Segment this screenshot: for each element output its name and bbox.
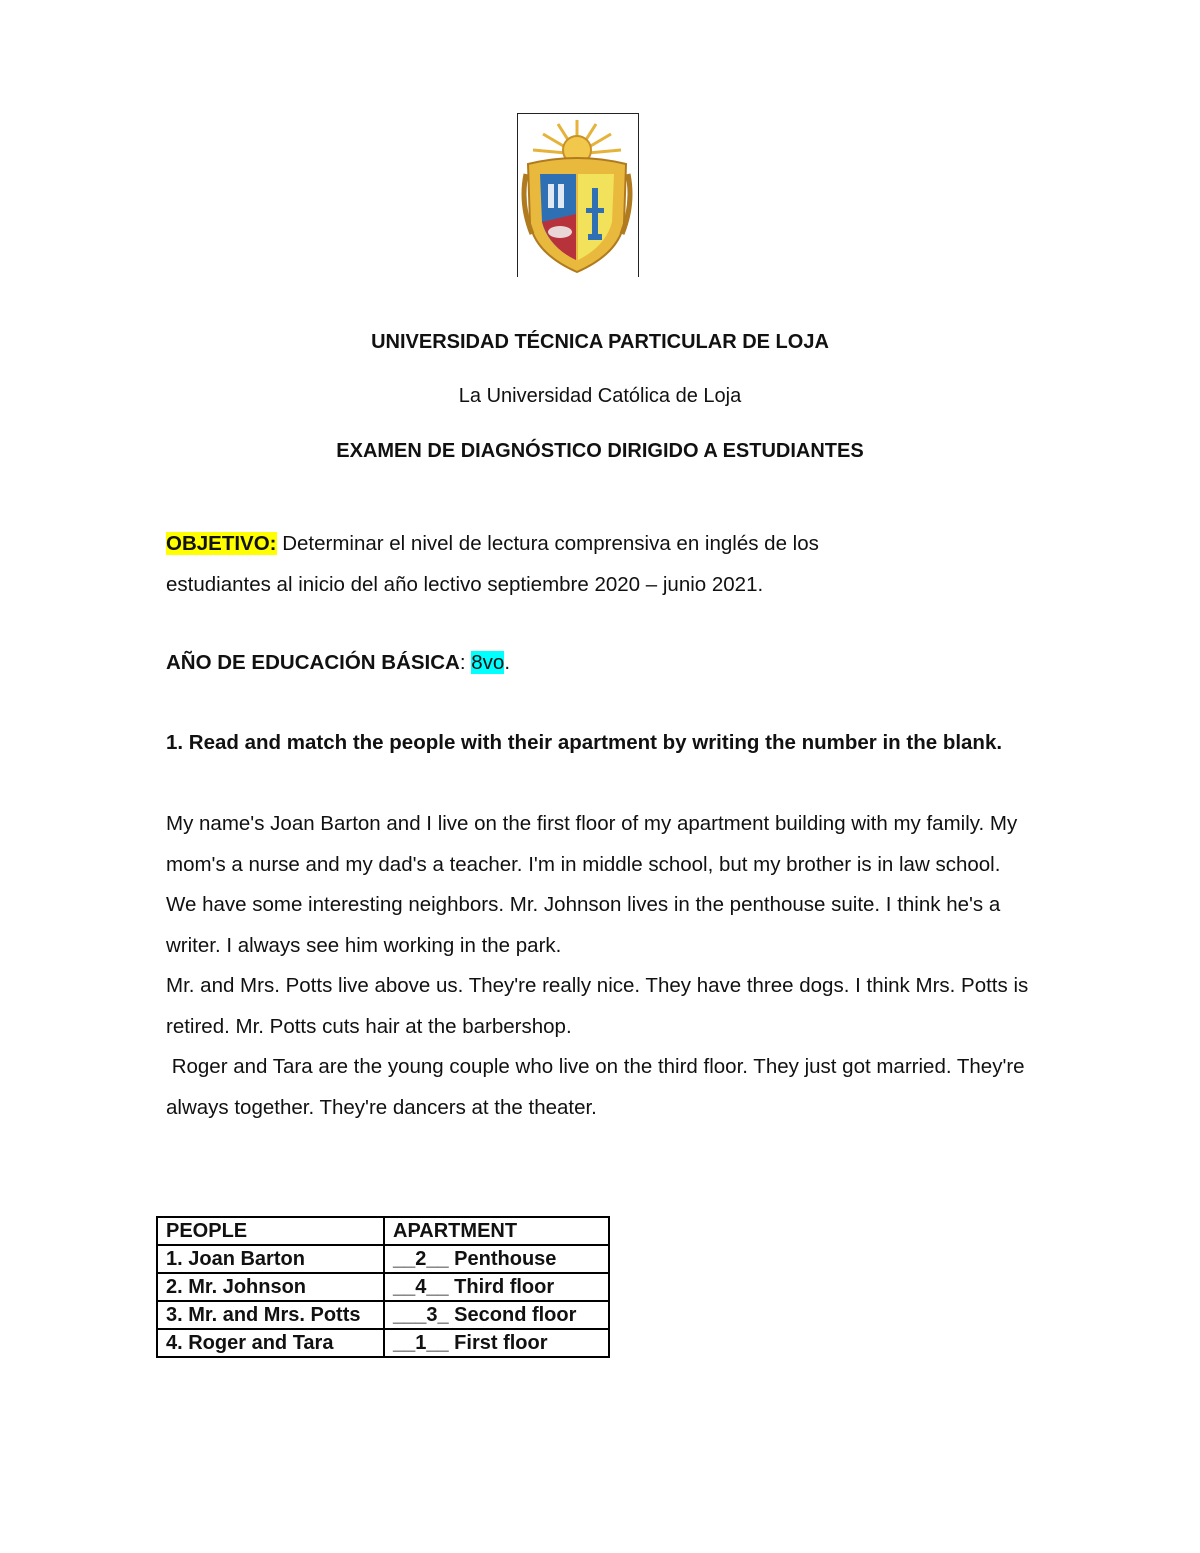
objective-text-line1: Determinar el nivel de lectura comprensiva en inglés de los bbox=[276, 532, 819, 555]
passage-paragraph: My name's Joan Barton and I live on the first floor of my apartment building with my family. My mom's a nurse and my dad's a teacher. I'm in middle school, but my brother is in law school. bbox=[166, 812, 1018, 876]
table-cell-apartment: __4__ Third floor bbox=[384, 1273, 609, 1301]
table-row bbox=[157, 1273, 609, 1301]
grade-section bbox=[166, 643, 1036, 684]
grade-separator: : bbox=[459, 651, 472, 674]
university-logo bbox=[517, 113, 639, 277]
table-row bbox=[157, 1329, 609, 1357]
exam-title: EXAMEN DE DIAGNÓSTICO DIRIGIDO A ESTUDIANTES bbox=[336, 440, 864, 462]
passage-paragraph: Mr. and Mrs. Potts live above us. They're really nice. They have three dogs. I think Mrs. Potts is retired. Mr. Potts cuts hair at the barbershop. bbox=[166, 974, 1029, 1038]
objective-text-line2: estudiantes al inicio del año lectivo septiembre 2020 – junio 2021. bbox=[166, 572, 764, 596]
table-row bbox=[157, 1301, 609, 1329]
objective-section bbox=[166, 524, 1036, 605]
university-subtitle: La Universidad Católica de Loja bbox=[458, 385, 742, 407]
table-cell-person: 1. Joan Barton bbox=[157, 1245, 384, 1273]
passage-paragraph: Roger and Tara are the young couple who live on the third floor. They just got married. They're always together. They're dancers at the theater. bbox=[166, 1055, 1031, 1119]
passage-paragraph: We have some interesting neighbors. Mr. Johnson lives in the penthouse suite. I think he's a writer. I always see him working in the park. bbox=[166, 893, 1001, 957]
table-cell-apartment: __1__ First floor bbox=[384, 1329, 609, 1357]
table-cell-apartment: __2__ Penthouse bbox=[384, 1245, 609, 1273]
grade-label: AÑO DE EDUCACIÓN BÁSICA bbox=[166, 651, 460, 674]
table-header-row bbox=[157, 1217, 609, 1245]
column-header-people: PEOPLE bbox=[157, 1217, 384, 1245]
table-cell-person: 4. Roger and Tara bbox=[157, 1329, 384, 1357]
grade-value: 8vo bbox=[471, 651, 505, 674]
reading-passage bbox=[166, 804, 1036, 1128]
grade-end: . bbox=[504, 651, 511, 674]
university-title: UNIVERSIDAD TÉCNICA PARTICULAR DE LOJA bbox=[371, 331, 829, 353]
table-cell-apartment: ___3_ Second floor bbox=[384, 1301, 609, 1329]
university-crest-icon bbox=[518, 114, 637, 276]
table-cell-person: 3. Mr. and Mrs. Potts bbox=[157, 1301, 384, 1329]
question-instruction: 1. Read and match the people with their apartment by writing the number in the blank. bbox=[166, 731, 1003, 754]
table-row bbox=[157, 1245, 609, 1273]
table-cell-person: 2. Mr. Johnson bbox=[157, 1273, 384, 1301]
column-header-apartment: APARTMENT bbox=[384, 1217, 609, 1245]
objective-label: OBJETIVO: bbox=[166, 532, 277, 555]
matching-table bbox=[156, 1216, 610, 1358]
